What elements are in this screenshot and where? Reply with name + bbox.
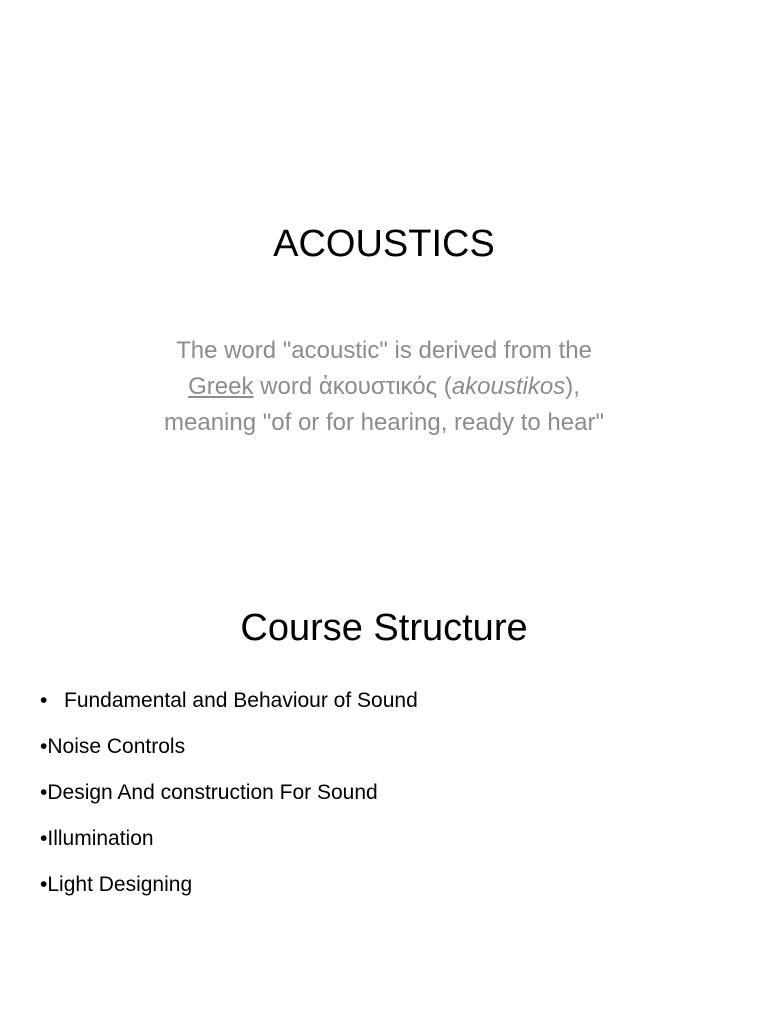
slide-title: ACOUSTICS [273,223,495,265]
subtitle-line-3: meaning "of or for hearing, ready to hear" [164,409,604,436]
subtitle-line-1: The word "acoustic" is derived from the [176,337,592,364]
bullet-icon: • [40,735,48,758]
bullet-icon: • [40,827,48,850]
bullet-icon: • [40,873,48,896]
list-item [40,822,740,868]
subtitle-line-2-end: ), [565,373,580,400]
list-item [40,868,740,914]
list-item-label: Light Designing [47,873,193,896]
list-item-label: Design And construction For Sound [47,781,378,804]
course-list [40,684,740,914]
subtitle-transliteration: akoustikos [451,373,566,400]
list-item-label: Fundamental and Behaviour of Sound [64,689,418,712]
slide-course-structure [0,512,768,1024]
subtitle-greek-word: word ἀκουστικός ( [253,373,452,400]
list-item [40,730,740,776]
bullet-icon: • [40,781,48,804]
slide-subtitle [100,333,668,441]
greek-link[interactable]: Greek [188,373,254,400]
list-item-label: Illumination [47,827,154,850]
list-item [40,776,740,822]
list-item-label: Noise Controls [47,735,186,758]
list-item [40,684,740,730]
bullet-icon: • [40,689,48,712]
slide-title: Course Structure [240,607,528,649]
